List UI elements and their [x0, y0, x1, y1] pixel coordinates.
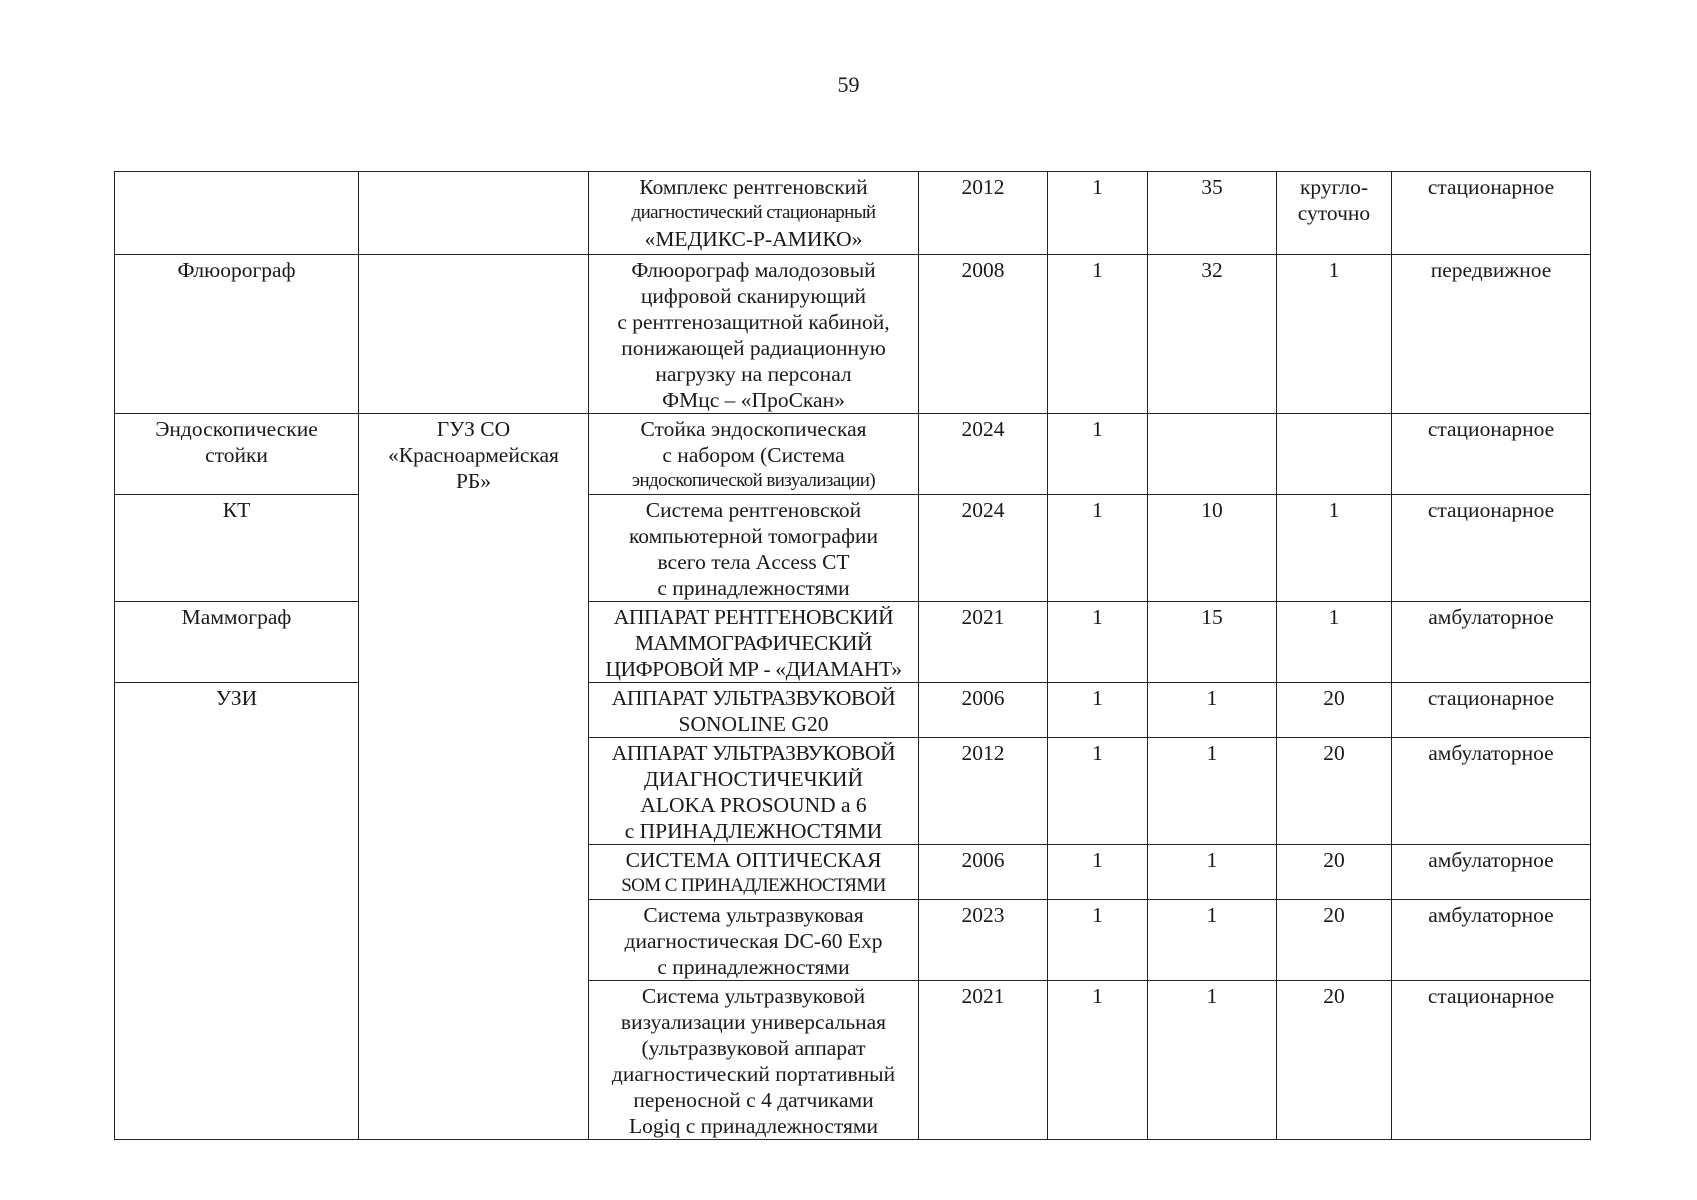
table-row — [115, 172, 1591, 255]
load-cell: 35 — [1148, 172, 1277, 255]
shift-cell — [1277, 414, 1392, 495]
quantity-cell: 1 — [1048, 738, 1148, 845]
equipment-type-cell: УЗИ — [115, 683, 359, 1140]
device-description-cell: Комплекс рентгеновский диагностический стационарный «МЕДИКС-Р-АМИКО» — [589, 172, 919, 255]
operation-mode-cell: амбулаторное — [1392, 602, 1591, 683]
quantity-cell: 1 — [1048, 602, 1148, 683]
shift-cell: 20 — [1277, 738, 1392, 845]
equipment-type-cell: КТ — [115, 495, 359, 602]
load-cell: 10 — [1148, 495, 1277, 602]
year-cell: 2023 — [919, 900, 1048, 981]
operation-mode-cell: стационарное — [1392, 495, 1591, 602]
quantity-cell: 1 — [1048, 414, 1148, 495]
year-cell: 2021 — [919, 981, 1048, 1140]
organization-cell-top — [359, 172, 589, 255]
operation-mode-cell: стационарное — [1392, 981, 1591, 1140]
device-description-cell: АППАРАТ УЛЬТРАЗВУКОВОЙ ДИАГНОСТИЧЕЧКИЙ ALOKA PROSOUND a 6 с ПРИНАДЛЕЖНОСТЯМИ — [589, 738, 919, 845]
device-description-cell: АППАРАТ УЛЬТРАЗВУКОВОЙ SONOLINE G20 — [589, 683, 919, 738]
device-description-cell: Стойка эндоскопическая с набором (Система эндоскопической визуализации) — [589, 414, 919, 495]
shift-cell: 1 — [1277, 495, 1392, 602]
equipment-type-cell: Флюорограф — [115, 255, 359, 414]
load-cell: 15 — [1148, 602, 1277, 683]
equipment-type-cell: Эндоскопические стойки — [115, 414, 359, 495]
device-description-cell: Система ультразвуковая диагностическая DC-60 Exp с принадлежностями — [589, 900, 919, 981]
equipment-type-cell — [115, 172, 359, 255]
shift-cell: 20 — [1277, 683, 1392, 738]
device-description-cell: СИСТЕМА ОПТИЧЕСКАЯ SOM С ПРИНАДЛЕЖНОСТЯМИ — [589, 845, 919, 900]
year-cell: 2006 — [919, 683, 1048, 738]
shift-cell: 1 — [1277, 602, 1392, 683]
table-row — [115, 602, 1591, 683]
table-row — [115, 495, 1591, 602]
load-cell — [1148, 414, 1277, 495]
quantity-cell: 1 — [1048, 255, 1148, 414]
device-description-cell: Система ультразвуковой визуализации универсальная (ультразвуковой аппарат диагностический портативный переносной с 4 датчиками Logiq с принадлежностями — [589, 981, 919, 1140]
quantity-cell: 1 — [1048, 900, 1148, 981]
operation-mode-cell: стационарное — [1392, 172, 1591, 255]
quantity-cell: 1 — [1048, 683, 1148, 738]
shift-cell: кругло- суточно — [1277, 172, 1392, 255]
operation-mode-cell: амбулаторное — [1392, 900, 1591, 981]
device-description-cell: Система рентгеновской компьютерной томографии всего тела Access CT с принадлежностями — [589, 495, 919, 602]
operation-mode-cell: амбулаторное — [1392, 738, 1591, 845]
table-row — [115, 414, 1591, 495]
quantity-cell: 1 — [1048, 845, 1148, 900]
operation-mode-cell: стационарное — [1392, 683, 1591, 738]
equipment-table — [114, 171, 1591, 1140]
year-cell: 2012 — [919, 172, 1048, 255]
shift-cell: 20 — [1277, 900, 1392, 981]
load-cell: 1 — [1148, 845, 1277, 900]
load-cell: 32 — [1148, 255, 1277, 414]
year-cell: 2012 — [919, 738, 1048, 845]
quantity-cell: 1 — [1048, 495, 1148, 602]
device-description-cell: Флюорограф малодозовый цифровой сканирующий с рентгенозащитной кабиной, понижающей радиационную нагрузку на персонал ФМцс – «ПроСкан» — [589, 255, 919, 414]
load-cell: 1 — [1148, 981, 1277, 1140]
organization-cell: ГУЗ СО «Красноармейская РБ» — [359, 414, 589, 1140]
shift-cell: 1 — [1277, 255, 1392, 414]
load-cell: 1 — [1148, 738, 1277, 845]
year-cell: 2024 — [919, 414, 1048, 495]
table-row — [115, 683, 1591, 738]
quantity-cell: 1 — [1048, 981, 1148, 1140]
operation-mode-cell: передвижное — [1392, 255, 1591, 414]
shift-cell: 20 — [1277, 845, 1392, 900]
equipment-type-cell: Маммограф — [115, 602, 359, 683]
load-cell: 1 — [1148, 900, 1277, 981]
organization-cell-top — [359, 255, 589, 414]
year-cell: 2006 — [919, 845, 1048, 900]
operation-mode-cell: стационарное — [1392, 414, 1591, 495]
year-cell: 2008 — [919, 255, 1048, 414]
year-cell: 2021 — [919, 602, 1048, 683]
page-number: 59 — [837, 72, 860, 97]
quantity-cell: 1 — [1048, 172, 1148, 255]
year-cell: 2024 — [919, 495, 1048, 602]
operation-mode-cell: амбулаторное — [1392, 845, 1591, 900]
shift-cell: 20 — [1277, 981, 1392, 1140]
device-description-cell: АППАРАТ РЕНТГЕНОВСКИЙ МАММОГРАФИЧЕСКИЙ ЦИФРОВОЙ МР - «ДИАМАНТ» — [589, 602, 919, 683]
load-cell: 1 — [1148, 683, 1277, 738]
table-row — [115, 255, 1591, 414]
